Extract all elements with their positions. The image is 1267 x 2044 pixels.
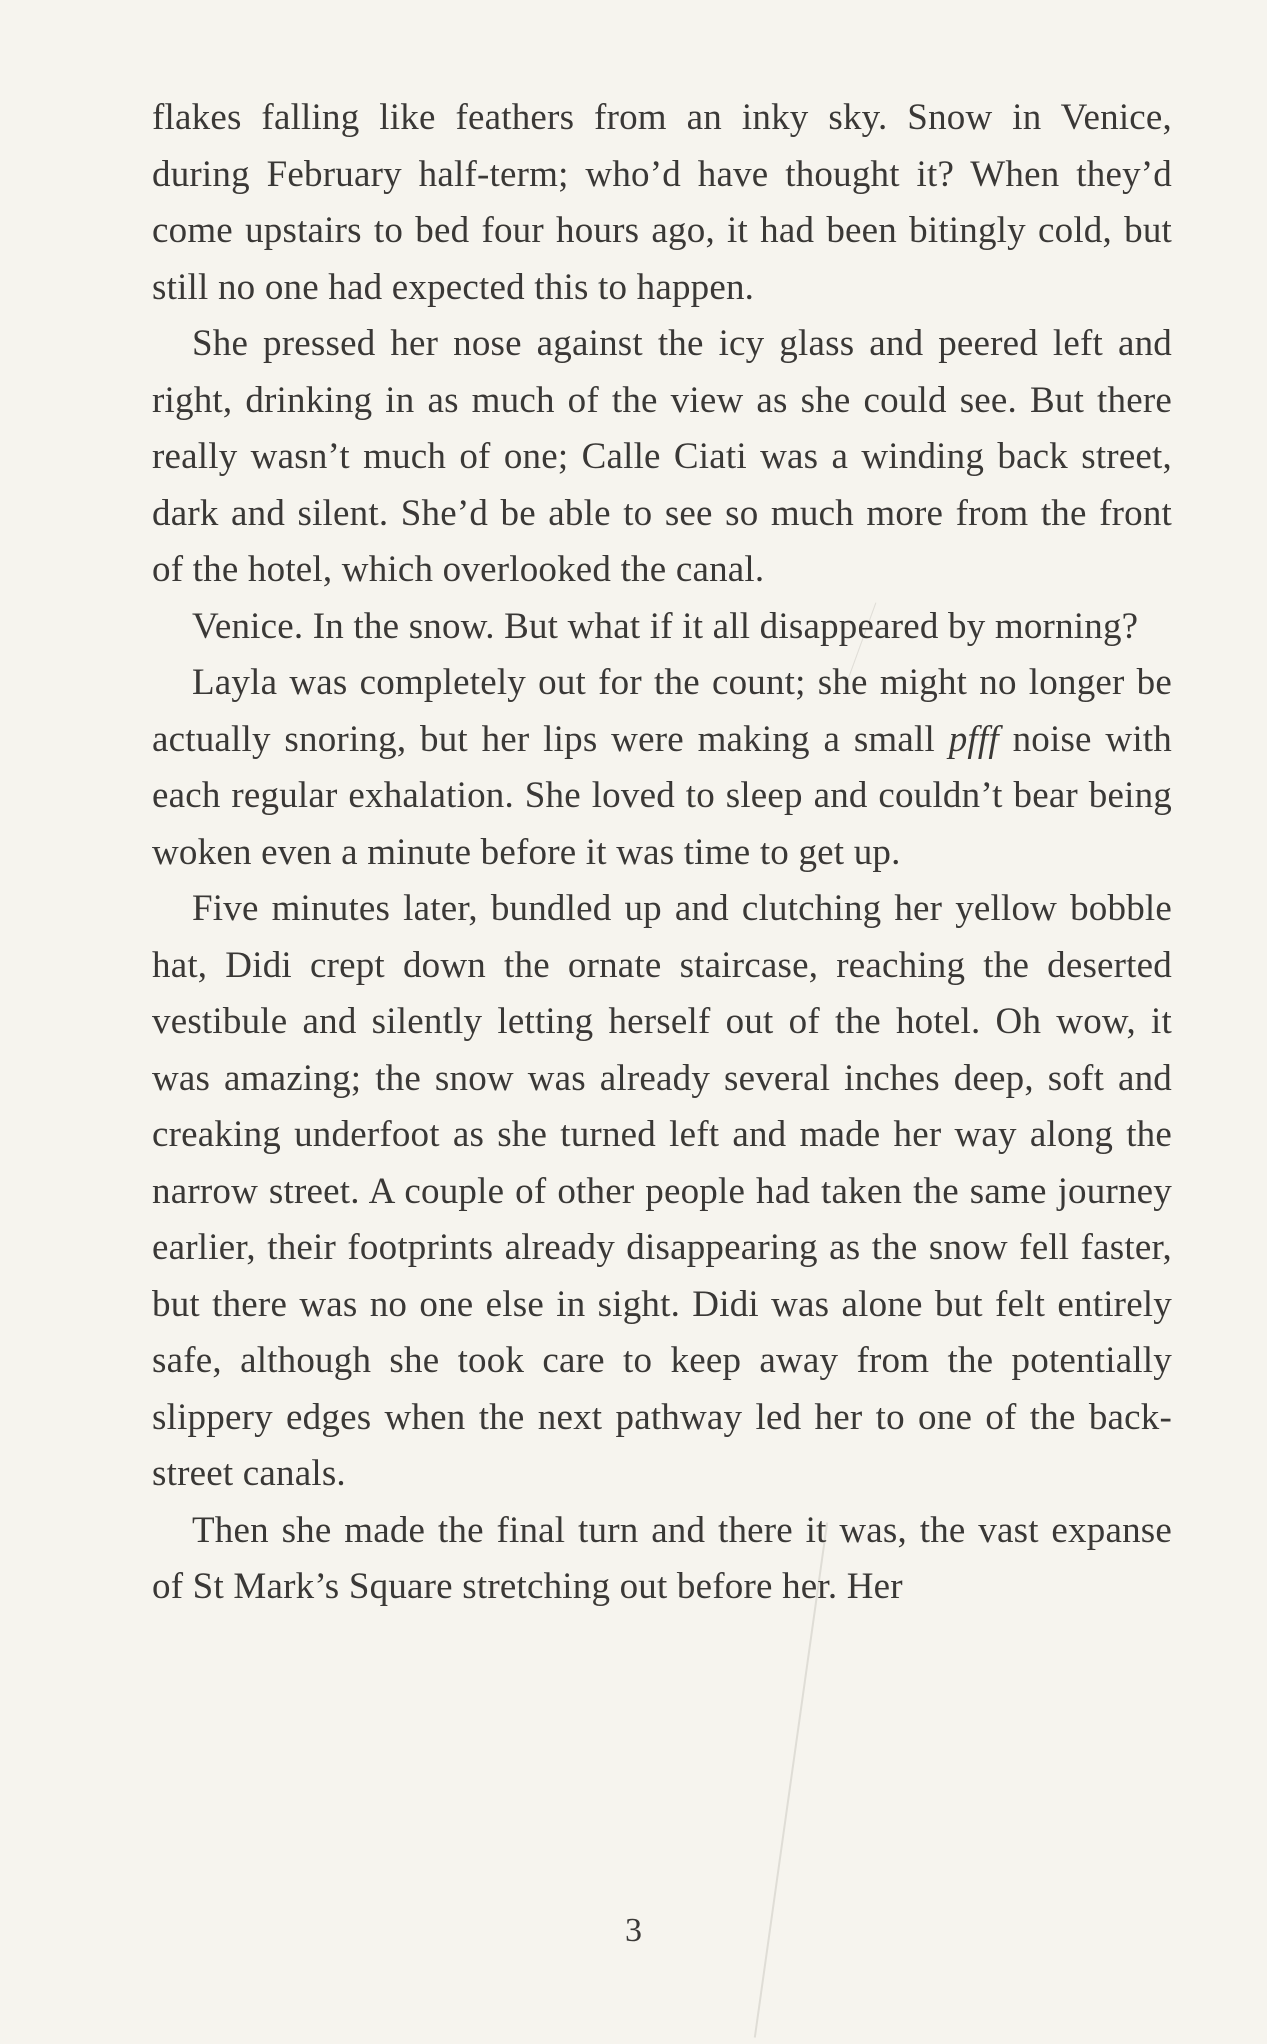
paragraph-text: Layla was completely out for the count; she might no longer be actually snoring, but her lips were making a small — [152, 662, 1172, 760]
paragraph — [152, 599, 1172, 656]
paragraph-text: Then she made the final turn and there it was, the vast expanse of St Mark’s Square stretching out before her. Her — [152, 1509, 1172, 1607]
paragraph — [152, 881, 1172, 1503]
paragraph — [152, 316, 1172, 599]
paragraph — [152, 90, 1172, 316]
italic-text: pfff — [948, 718, 999, 760]
paragraph-text: flakes falling like feathers from an inky sky. Snow in Venice, during February half-term; who’d have thought it? When they’d come upstairs to bed four hours ago, it had been bitingly cold, but still no one had expected this to happen. — [152, 97, 1172, 308]
paragraph-text: Venice. In the snow. But what if it all disappeared by morning? — [192, 605, 1139, 647]
body-text — [152, 90, 1172, 1616]
page-number: 3 — [625, 1912, 642, 1949]
paragraph — [152, 1503, 1172, 1616]
paragraph-text: She pressed her nose against the icy glass and peered left and right, drinking in as much of the view as she could see. But there really wasn’t much of one; Calle Ciati was a winding back street, dark and silent. She’d be able to see so much more from the front of the hotel, which overlooked the canal. — [152, 323, 1172, 590]
paragraph-text: noise with each regular exhalation. She loved to sleep and couldn’t bear being woken even a minute before it was time to get up. — [152, 718, 1172, 873]
paragraph — [152, 655, 1172, 881]
paragraph-text: Five minutes later, bundled up and clutching her yellow bobble hat, Didi crept down the ornate staircase, reaching the deserted vestibule and silently letting herself out of the hotel. Oh wow, it was amazing; the snow was already several inches deep, soft and creaking underfoot as she turned left and made her way along the narrow street. A couple of other people had taken the same journey earlier, their footprints already disappearing as the snow fell faster, but there was no one else in sight. Didi was alone but felt entirely safe, although she took care to keep away from the potentially slippery edges when the next pathway led her to one of the back-street canals. — [152, 888, 1172, 1494]
